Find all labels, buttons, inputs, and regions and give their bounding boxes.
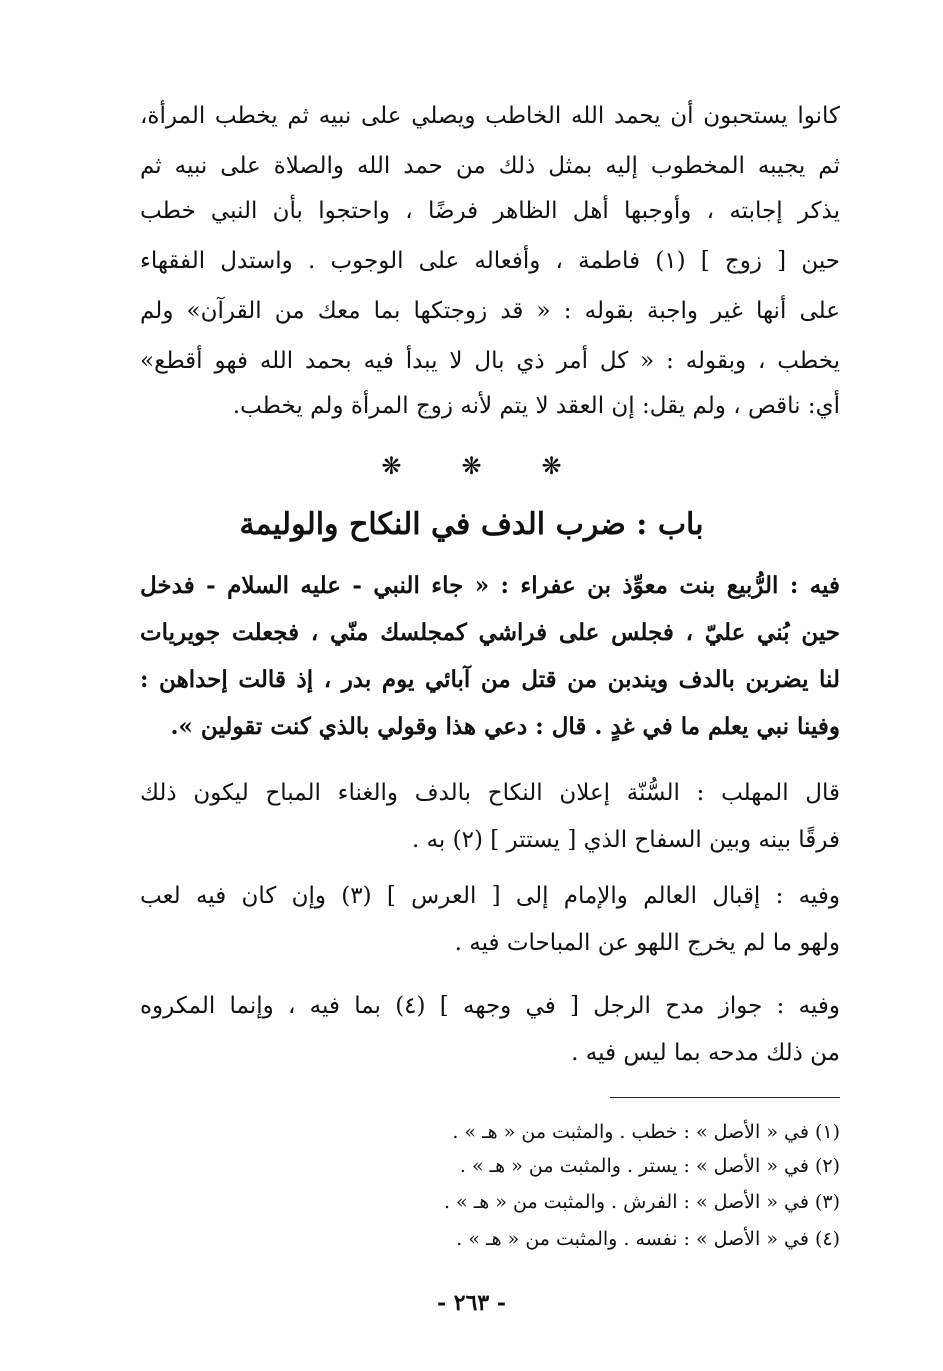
- text-line: وفيه : إقبال العالم والإمام إلى [ العرس ] (٣) وإن كان فيه لعب: [140, 883, 840, 909]
- section-separator: [0, 452, 943, 480]
- text-line: ولهو ما لم يخرج اللهو عن المباحات فيه .: [454, 930, 840, 956]
- text-line: يخطب ، وبقوله : « كل أمر ذي بال لا يبدأ فيه بحمد الله فهو أقطع»: [140, 348, 840, 374]
- text-line: حين [ زوج ] (١) فاطمة ، وأفعاله على الوجوب . واستدل الفقهاء: [140, 248, 840, 274]
- text-line: فيه : الرُّبيع بنت معوِّذ بن عفراء : « جاء النبي - عليه السلام - فدخل: [140, 572, 840, 599]
- text-line: وفيه : جواز مدح الرجل [ في وجهه ] (٤) بما فيه ، وإنما المكروه: [140, 993, 840, 1019]
- footnote: (٤) في « الأصل » : نفسه . والمثبت من « هـ » .: [456, 1228, 840, 1250]
- asterisk-ornament-icon: ❋: [381, 452, 402, 480]
- footnote: (٢) في « الأصل » : يستر . والمثبت من « هـ » .: [459, 1155, 840, 1177]
- text-line: لنا يضربن بالدف ويندبن من قتل من آبائي يوم بدر ، إذ قالت إحداهن :: [140, 666, 840, 693]
- text-line: يذكر إجابته ، وأوجبها أهل الظاهر فرضًا ، واحتجوا بأن النبي خطب: [140, 198, 840, 224]
- asterisk-ornament-icon: ❋: [461, 452, 482, 480]
- text-line: أي: ناقص ، ولم يقل: إن العقد لا يتم لأنه زوج المرأة ولم يخطب.: [232, 393, 840, 419]
- text-line: على أنها غير واجبة بقوله : « قد زوجتكها بما معك من القرآن» ولم: [140, 298, 840, 324]
- text-line: قال المهلب : السُّنّة إعلان النكاح بالدف والغناء المباح ليكون ذلك: [140, 780, 840, 806]
- text-line: من ذلك مدحه بما ليس فيه .: [571, 1040, 840, 1066]
- chapter-heading: باب : ضرب الدف في النكاح والوليمة: [239, 507, 704, 542]
- text-line: وفينا نبي يعلم ما في غدٍ . قال : دعي هذا وقولي بالذي كنت تقولين ».: [170, 713, 840, 740]
- text-line: كانوا يستحبون أن يحمد الله الخاطب ويصلي على نبيه ثم يخطب المرأة،: [140, 103, 840, 129]
- footnote-divider: [610, 1097, 840, 1098]
- text-line: فرقًا بينه وبين السفاح الذي [ يستتر ] (٢) به .: [411, 827, 840, 853]
- footnote: (٣) في « الأصل » : الفرش . والمثبت من « هـ » .: [443, 1191, 840, 1213]
- asterisk-ornament-icon: ❋: [541, 452, 562, 480]
- page-number: - ٢٦٣ -: [436, 1290, 507, 1316]
- footnote: (١) في « الأصل » : خطب . والمثبت من « هـ » .: [452, 1121, 840, 1143]
- text-line: حين بُني عليّ ، فجلس على فراشي كمجلسك منّي ، فجعلت جويريات: [140, 619, 840, 646]
- text-line: ثم يجيبه المخطوب إليه بمثل ذلك من حمد الله والصلاة على نبيه ثم: [140, 153, 840, 179]
